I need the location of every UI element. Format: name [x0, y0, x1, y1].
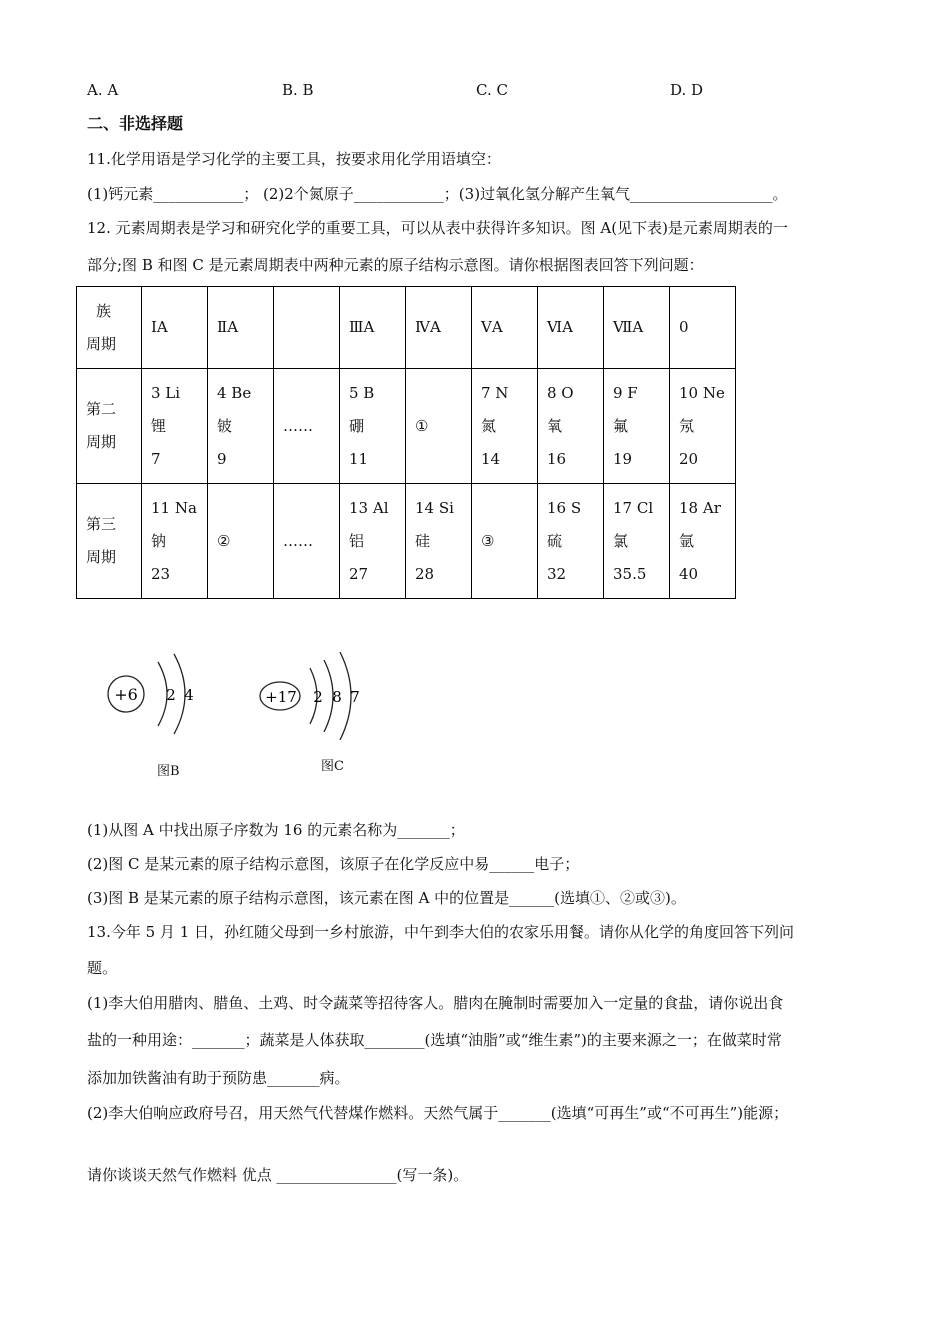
period-label-line2: 周期 — [86, 548, 117, 566]
figure-b-caption: 图B — [157, 764, 180, 779]
element-symbol: 18 Ar — [679, 498, 721, 517]
element-name: 氯 — [613, 531, 629, 550]
element-name: 铍 — [217, 416, 233, 435]
element-mass: 40 — [679, 564, 699, 583]
corner-group-label: 族 — [96, 301, 112, 320]
group-header: ⅤA — [472, 287, 538, 369]
option-b: B. B — [282, 81, 314, 99]
q12-sub2: (2)图 C 是某元素的原子结构示意图，该原子在化学反应中易______电子； — [87, 855, 580, 873]
q12-sub1: (1)从图 A 中找出原子序数为 16 的元素名称为_______； — [87, 821, 465, 839]
element-symbol: 14 Si — [415, 498, 454, 517]
element-cell — [538, 369, 604, 484]
shell-electron-count: 8 — [332, 688, 342, 706]
figure-b-atom-diagram — [100, 648, 210, 748]
element-name: 氖 — [679, 416, 695, 435]
element-cell — [406, 369, 472, 484]
element-name: 锂 — [151, 416, 167, 435]
element-cell — [472, 369, 538, 484]
table-row — [77, 484, 736, 599]
element-name: 氮 — [481, 416, 497, 435]
element-cell — [208, 369, 274, 484]
element-name: 氩 — [679, 531, 695, 550]
ellipsis: …… — [283, 531, 313, 550]
shell-electron-count: 7 — [350, 688, 360, 706]
period-label — [77, 369, 142, 484]
element-mass: 19 — [613, 449, 633, 468]
q13-stem-line2: 题。 — [87, 959, 118, 977]
element-name: 钠 — [151, 531, 167, 550]
element-symbol: 8 O — [547, 383, 574, 402]
element-name: 氧 — [547, 416, 563, 435]
group-header: ⅦA — [604, 287, 670, 369]
element-mass: 14 — [481, 449, 501, 468]
period-label-line1: 第三 — [86, 515, 117, 533]
periodic-table — [76, 286, 736, 599]
q13-part1-line2: 盐的一种用途：_______；蔬菜是人体获取________(选填“油脂”或“维生素”)的主要来源之一；在做菜时常 — [87, 1031, 782, 1049]
element-symbol: 4 Be — [217, 383, 252, 402]
element-mass: 28 — [415, 564, 435, 583]
element-symbol: 9 F — [613, 383, 638, 402]
element-name: 硫 — [547, 531, 563, 550]
ellipsis: …… — [283, 416, 313, 435]
element-mass: 32 — [547, 564, 567, 583]
blank-marker-1: ① — [415, 416, 429, 435]
element-mass: 27 — [349, 564, 369, 583]
element-symbol: 5 B — [349, 383, 375, 402]
element-cell — [274, 484, 340, 599]
option-d: D. D — [670, 81, 704, 99]
period-label-line2: 周期 — [86, 433, 117, 451]
q11-stem: 11.化学用语是学习化学的主要工具，按要求用化学用语填空： — [87, 150, 501, 168]
section-title: 二、非选择题 — [87, 114, 184, 133]
shell-electron-count: 2 — [166, 686, 176, 704]
element-cell — [142, 369, 208, 484]
element-cell — [208, 484, 274, 599]
blank-marker-3: ③ — [481, 531, 495, 550]
element-symbol: 7 N — [481, 383, 509, 402]
option-a: A. A — [87, 81, 119, 99]
table-row — [77, 369, 736, 484]
element-cell — [142, 484, 208, 599]
q13-part2-line2: 请你谈谈天然气作燃料 优点 ________________(写一条)。 — [87, 1166, 469, 1184]
group-header: 0 — [670, 287, 736, 369]
element-symbol: 11 Na — [151, 498, 197, 517]
element-cell — [604, 484, 670, 599]
q12-stem-line2: 部分;图 B 和图 C 是元素周期表中两种元素的原子结构示意图。请你根据图表回答下列问题： — [87, 256, 704, 274]
group-header: ⅥA — [538, 287, 604, 369]
figure-c-atom-diagram — [252, 646, 372, 746]
nucleus-charge: +17 — [265, 688, 297, 706]
q13-part2-line1: (2)李大伯响应政府号召，用天然气代替煤作燃料。天然气属于_______(选填“可再生”或“不可再生”)能源； — [87, 1104, 789, 1122]
element-mass: 35.5 — [613, 564, 647, 583]
table-corner — [77, 287, 142, 369]
corner-period-label: 周期 — [86, 334, 117, 353]
element-symbol: 17 Cl — [613, 498, 654, 517]
q12-stem-line1: 12. 元素周期表是学习和研究化学的重要工具，可以从表中获得许多知识。图 A(见下表)是元素周期表的一 — [87, 219, 788, 237]
group-header — [274, 287, 340, 369]
element-symbol: 16 S — [547, 498, 582, 517]
element-cell — [670, 484, 736, 599]
element-cell — [274, 369, 340, 484]
nucleus-charge: +6 — [114, 685, 138, 704]
element-cell — [538, 484, 604, 599]
q13-part1-line3: 添加加铁酱油有助于预防患_______病。 — [87, 1069, 350, 1087]
element-cell — [406, 484, 472, 599]
element-cell — [604, 369, 670, 484]
element-symbol: 10 Ne — [679, 383, 725, 402]
blank-marker-2: ② — [217, 531, 231, 550]
element-mass: 9 — [217, 449, 227, 468]
element-name: 硅 — [415, 531, 431, 550]
element-mass: 16 — [547, 449, 567, 468]
group-header: ⅡA — [208, 287, 274, 369]
element-name: 氟 — [613, 416, 629, 435]
group-header: ⅢA — [340, 287, 406, 369]
q12-sub3: (3)图 B 是某元素的原子结构示意图，该元素在图 A 中的位置是______(选填①、②或③)。 — [87, 889, 686, 907]
element-mass: 20 — [679, 449, 699, 468]
element-mass: 23 — [151, 564, 171, 583]
element-mass: 11 — [349, 449, 369, 468]
element-cell — [472, 484, 538, 599]
group-header: ⅣA — [406, 287, 472, 369]
element-cell — [340, 369, 406, 484]
element-name: 硼 — [349, 416, 365, 435]
q13-stem-line1: 13.今年 5 月 1 日，孙红随父母到一乡村旅游，中午到李大伯的农家乐用餐。请你从化学的角度回答下列问 — [87, 923, 795, 941]
element-symbol: 13 Al — [349, 498, 389, 517]
element-cell — [340, 484, 406, 599]
group-header: ⅠA — [142, 287, 208, 369]
element-name: 铝 — [349, 531, 365, 550]
period-label — [77, 484, 142, 599]
element-mass: 7 — [151, 449, 161, 468]
element-symbol: 3 Li — [151, 383, 181, 402]
period-label-line1: 第二 — [86, 400, 117, 418]
option-c: C. C — [476, 81, 508, 99]
shell-electron-count: 2 — [313, 688, 323, 706]
element-cell — [670, 369, 736, 484]
shell-electron-count: 4 — [184, 686, 194, 704]
q11-parts: (1)钙元素____________； (2)2个氮原子____________；(3)过氧化氢分解产生氧气___________________。 — [87, 185, 788, 203]
figure-c-caption: 图C — [321, 759, 344, 774]
q13-part1-line1: (1)李大伯用腊肉、腊鱼、土鸡、时令蔬菜等招待客人。腊肉在腌制时需要加入一定量的食盐，请你说出食 — [87, 994, 784, 1012]
